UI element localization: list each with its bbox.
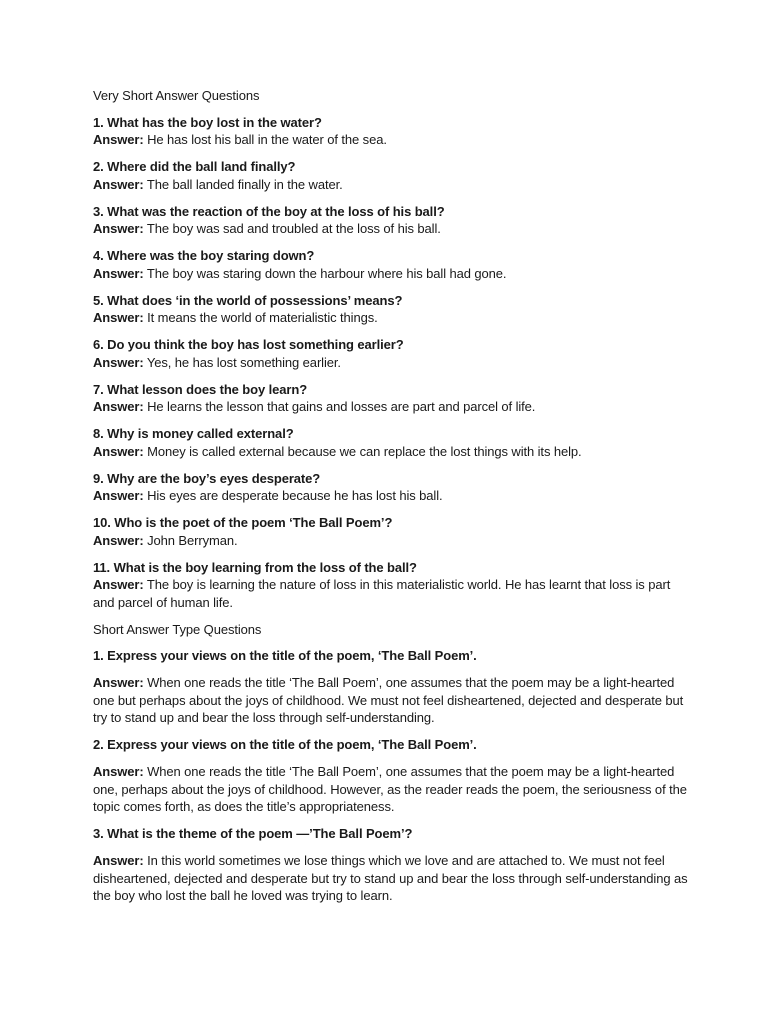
question: 3. What is the theme of the poem —’The Ball Poem’? — [93, 826, 413, 841]
question: 5. What does ‘in the world of possessions’ means? — [93, 292, 403, 308]
qa-item — [93, 203, 688, 238]
answer — [93, 176, 688, 194]
answer — [93, 763, 688, 816]
question: 3. What was the reaction of the boy at the loss of his ball? — [93, 203, 445, 219]
qa-item — [93, 292, 688, 327]
qa-item — [93, 647, 688, 727]
answer — [93, 354, 688, 372]
answer — [93, 220, 688, 238]
answer-label: Answer: — [93, 310, 144, 325]
qa-item — [93, 825, 688, 905]
answer-text: When one reads the title ‘The Ball Poem’, one assumes that the poem may be a light-hearted one but perhaps about the joys of childhood. We must not feel disheartened, dejected and desperate but try to stand up and bear the loss through self-understanding. — [93, 675, 684, 725]
answer — [93, 309, 688, 327]
answer-text: The boy was sad and troubled at the loss of his ball. — [143, 221, 441, 236]
answer — [93, 443, 688, 461]
answer-label: Answer: — [93, 221, 144, 236]
answer-text: John Berryman. — [143, 532, 238, 548]
answer-text: He has lost his ball in the water of the sea. — [143, 132, 387, 147]
answer-label: Answer: — [93, 354, 144, 370]
qa-item — [93, 381, 688, 416]
answer-label: Answer: — [93, 853, 144, 868]
answer — [93, 265, 688, 283]
qa-item — [93, 559, 688, 612]
answer-text: It means the world of materialistic things. — [143, 310, 378, 325]
question: 1. Express your views on the title of the poem, ‘The Ball Poem’. — [93, 648, 477, 663]
question: 7. What lesson does the boy learn? — [93, 381, 308, 397]
qa-item — [93, 158, 688, 193]
answer — [93, 576, 688, 611]
answer-label: Answer: — [93, 675, 144, 690]
question: 2. Express your views on the title of the poem, ‘The Ball Poem’. — [93, 737, 477, 752]
answer-text: In this world sometimes we lose things which we love and are attached to. We must not feel disheartened, dejected and desperate but try to stand up and bear the loss through self-understanding as the boy who lost the ball he loved was trying to learn. — [93, 853, 688, 903]
answer-text: When one reads the title ‘The Ball Poem’, one assumes that the poem may be a light-hearted one, perhaps about the joys of childhood. However, as the reader reads the poem, the seriousness of the topic comes forth, as does the title’s appropriateness. — [93, 764, 687, 814]
question: 11. What is the boy learning from the loss of the ball? — [93, 559, 417, 575]
answer — [93, 398, 688, 416]
answer-label: Answer: — [93, 577, 144, 592]
question: 8. Why is money called external? — [93, 426, 294, 441]
answer-text: Money is called external because we can replace the lost things with its help. — [143, 443, 582, 459]
question: 10. Who is the poet of the poem ‘The Ball Poem’? — [93, 515, 393, 530]
answer-label: Answer: — [93, 764, 144, 779]
qa-item — [93, 736, 688, 816]
answer — [93, 131, 688, 149]
qa-item — [93, 425, 688, 460]
answer-text: His eyes are desperate because he has lost his ball. — [143, 488, 443, 503]
answer-text: The boy is learning the nature of loss in this materialistic world. He has learnt that loss is part and parcel of human life. — [93, 577, 671, 610]
qa-item — [93, 336, 688, 371]
qa-item — [93, 247, 688, 282]
qa-item — [93, 514, 688, 549]
answer-text: The ball landed finally in the water. — [143, 176, 343, 192]
answer — [93, 852, 688, 905]
answer-label: Answer: — [93, 265, 144, 281]
answer-text: He learns the lesson that gains and losses are part and parcel of life. — [143, 399, 536, 414]
section-heading-short-answer: Short Answer Type Questions — [93, 621, 262, 637]
qa-item — [93, 114, 688, 149]
answer-label: Answer: — [93, 399, 144, 414]
answer-label: Answer: — [93, 532, 144, 548]
answer-label: Answer: — [93, 132, 144, 147]
question: 1. What has the boy lost in the water? — [93, 114, 322, 130]
question: 6. Do you think the boy has lost something earlier? — [93, 337, 404, 352]
answer-text: The boy was staring down the harbour where his ball had gone. — [143, 265, 507, 281]
qa-item — [93, 470, 688, 505]
answer — [93, 487, 688, 505]
section-heading-very-short: Very Short Answer Questions — [93, 88, 260, 103]
question: 4. Where was the boy staring down? — [93, 248, 315, 263]
answer-label: Answer: — [93, 443, 144, 459]
answer — [93, 532, 688, 550]
answer — [93, 674, 688, 727]
answer-label: Answer: — [93, 176, 144, 192]
question: 9. Why are the boy’s eyes desperate? — [93, 470, 321, 486]
question: 2. Where did the ball land finally? — [93, 159, 296, 174]
answer-label: Answer: — [93, 488, 144, 503]
answer-text: Yes, he has lost something earlier. — [143, 354, 341, 370]
